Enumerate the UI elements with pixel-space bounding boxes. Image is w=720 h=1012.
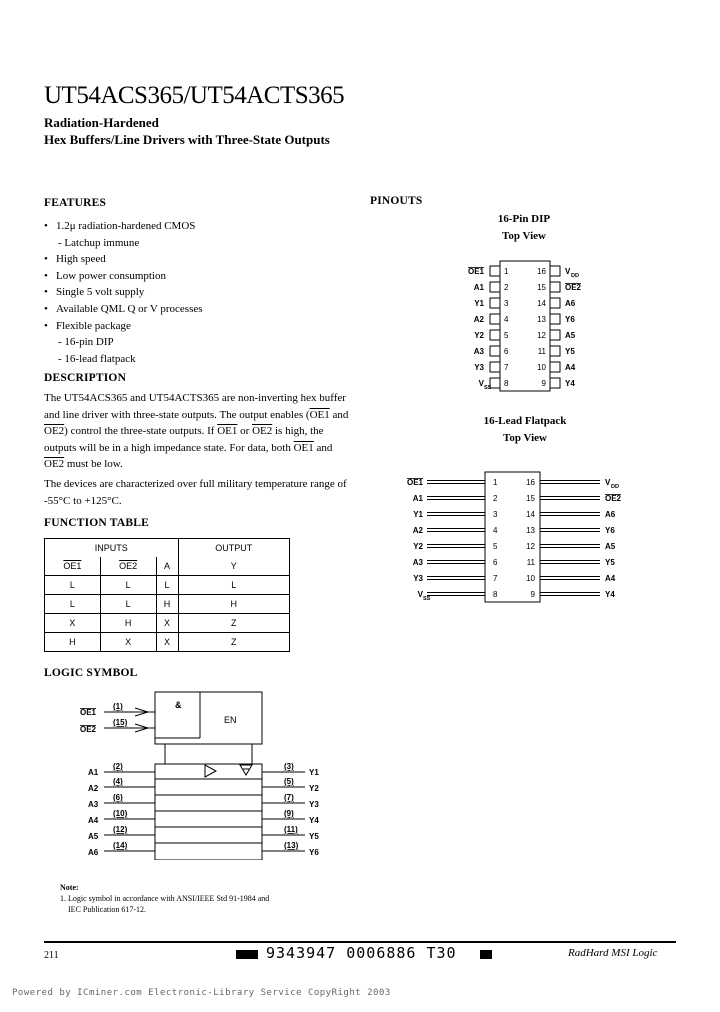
pin-number: 6 xyxy=(493,558,498,567)
flatpack-package-diagram xyxy=(395,468,635,610)
pin-label: A4 xyxy=(565,363,576,372)
pin-lead xyxy=(550,330,560,340)
output-pin: (3) xyxy=(284,762,294,771)
input-label: A3 xyxy=(88,800,99,809)
pin-label: Y1 xyxy=(413,510,423,519)
pin-number: 7 xyxy=(504,363,509,372)
buffer-triangle-symbol xyxy=(205,765,216,777)
feature-item: • Single 5 volt supply xyxy=(44,284,344,301)
footer-rule xyxy=(44,941,676,943)
pin-number: 15 xyxy=(526,494,535,503)
note-heading: Note: xyxy=(60,883,79,892)
output-label: Y3 xyxy=(309,800,319,809)
features-list xyxy=(44,218,344,367)
page-title: UT54ACS365/UT54ACTS365 xyxy=(44,82,345,109)
barcode-text: 9343947 0006886 T30 xyxy=(266,944,457,962)
pin-label: Y3 xyxy=(413,574,423,583)
dip-subtitle: Top View xyxy=(502,230,546,242)
input-label: A4 xyxy=(88,816,99,825)
pin-label: OE2 xyxy=(565,283,582,292)
subtitle-hex-buffers: Hex Buffers/Line Drivers with Three-State Outputs xyxy=(44,132,330,147)
feature-item: • High speed xyxy=(44,251,344,268)
pin-lead xyxy=(490,362,500,372)
flatpack-title: 16-Lead Flatpack xyxy=(483,415,567,427)
table-cell: Z xyxy=(178,633,289,652)
buffer-block xyxy=(155,764,262,860)
pin-label: Y4 xyxy=(565,379,575,388)
pin-number: 8 xyxy=(493,590,498,599)
output-pin: (13) xyxy=(284,841,299,850)
pin-number: 12 xyxy=(537,331,546,340)
subtitle-radiation-hardened: Radiation-Hardened xyxy=(44,115,159,130)
output-pin: (9) xyxy=(284,809,294,818)
logic-symbol-heading: LOGIC SYMBOL xyxy=(44,667,138,679)
pin-label: A4 xyxy=(605,574,616,583)
note-line-2: IEC Publication 617-12. xyxy=(68,905,146,914)
pin-label: Y4 xyxy=(605,590,615,599)
column-header: OE1 xyxy=(63,561,82,571)
table-row xyxy=(45,614,290,633)
pin-number: 5 xyxy=(504,331,509,340)
output-label: Y6 xyxy=(309,848,319,857)
table-row xyxy=(45,576,290,595)
oe2-label: OE2 xyxy=(80,725,97,734)
pinouts-heading: PINOUTS xyxy=(370,195,423,207)
feature-subitem: - Latchup immune xyxy=(44,235,344,252)
pin-label: Y5 xyxy=(565,347,575,356)
pin-label: A1 xyxy=(412,494,423,503)
table-cell: H xyxy=(100,614,156,633)
description-paragraph-1: The UT54ACS365 and UT54ACTS365 are non-inverting hex buffer and line driver with three-state outputs. The output enables (OE1 and OE2) control the three-state outputs. If OE1 or OE2 is high, the outputs will be in a high impedance state. For data, both OE1 and OE2 must be low. xyxy=(44,392,349,471)
table-cell: L xyxy=(45,576,101,595)
pin-subscript: SS xyxy=(484,385,492,391)
pin-subscript: DD xyxy=(571,273,579,279)
pin-lead xyxy=(550,362,560,372)
pin-label: A5 xyxy=(605,542,616,551)
pin-label: Y2 xyxy=(474,331,484,340)
pin-label: Y6 xyxy=(565,315,575,324)
pin-lead xyxy=(550,298,560,308)
input-label: A5 xyxy=(88,832,99,841)
description-paragraph-2: The devices are characterized over full military temperature range of -55°C to +125°C. xyxy=(44,478,347,507)
output-pin: (11) xyxy=(284,825,298,834)
pin-number: 4 xyxy=(504,315,509,324)
feature-subitem: - 16-lead flatpack xyxy=(44,351,344,368)
table-cell: H xyxy=(178,595,289,614)
feature-item: • Available QML Q or V processes xyxy=(44,301,344,318)
pin-subscript: SS xyxy=(423,596,431,602)
output-header: OUTPUT xyxy=(178,539,289,558)
pin-label: A3 xyxy=(473,347,484,356)
feature-item: • Flexible package xyxy=(44,318,344,335)
column-header: A xyxy=(156,557,178,576)
pin-label: A3 xyxy=(412,558,423,567)
pin-label: A5 xyxy=(565,331,576,340)
flatpack-subtitle: Top View xyxy=(503,432,547,444)
barcode-block-left xyxy=(236,950,258,959)
note-line-1: 1. Logic symbol in accordance with ANSI/IEEE Std 91-1984 and xyxy=(60,894,270,903)
pin-number: 9 xyxy=(530,590,535,599)
pin-label: V xyxy=(417,590,423,599)
logic-symbol-diagram xyxy=(0,680,360,860)
oe1-pin: (1) xyxy=(113,702,123,711)
table-cell: L xyxy=(156,576,178,595)
function-table-heading: FUNCTION TABLE xyxy=(44,517,149,529)
pin-label: Y6 xyxy=(605,526,615,535)
table-cell: H xyxy=(45,633,101,652)
pin-number: 8 xyxy=(504,379,509,388)
description-heading: DESCRIPTION xyxy=(44,372,127,384)
pin-label: OE2 xyxy=(605,494,622,503)
pin-label: Y3 xyxy=(474,363,484,372)
output-label: Y4 xyxy=(309,816,319,825)
pin-number: 11 xyxy=(526,558,535,567)
page-number: 211 xyxy=(44,950,59,961)
features-heading: FEATURES xyxy=(44,197,107,209)
pin-number: 5 xyxy=(493,542,498,551)
pin-number: 2 xyxy=(504,283,509,292)
pin-lead xyxy=(490,330,500,340)
pin-label: OE1 xyxy=(406,478,423,487)
barcode-block-right xyxy=(480,950,492,959)
column-header: OE2 xyxy=(119,561,138,571)
input-pin: (10) xyxy=(113,809,128,818)
output-label: Y2 xyxy=(309,784,319,793)
en-label: EN xyxy=(224,715,237,725)
pin-number: 14 xyxy=(537,299,546,308)
pin-number: 16 xyxy=(526,478,535,487)
control-block xyxy=(155,692,262,744)
pin-number: 15 xyxy=(537,283,546,292)
pin-lead xyxy=(550,266,560,276)
table-cell: X xyxy=(45,614,101,633)
pin-number: 10 xyxy=(537,363,546,372)
pin-number: 6 xyxy=(504,347,509,356)
pin-label: V xyxy=(565,267,571,276)
pin-lead xyxy=(550,378,560,388)
input-pin: (4) xyxy=(113,777,123,786)
input-label: A1 xyxy=(88,768,99,777)
pin-label: Y5 xyxy=(605,558,615,567)
pin-number: 1 xyxy=(493,478,498,487)
feature-item: • 1.2μ radiation-hardened CMOS xyxy=(44,218,344,235)
input-pin: (2) xyxy=(113,762,123,771)
pin-number: 2 xyxy=(493,494,498,503)
table-cell: L xyxy=(100,576,156,595)
output-label: Y5 xyxy=(309,832,319,841)
pin-lead xyxy=(550,314,560,324)
pin-number: 11 xyxy=(537,347,546,356)
input-pin: (6) xyxy=(113,793,123,802)
input-label: A6 xyxy=(88,848,99,857)
pin-number: 3 xyxy=(493,510,498,519)
pin-number: 7 xyxy=(493,574,498,583)
pin-lead xyxy=(490,378,500,388)
table-cell: H xyxy=(156,595,178,614)
pin-number: 10 xyxy=(526,574,535,583)
pin-lead xyxy=(550,282,560,292)
pin-lead xyxy=(550,346,560,356)
table-cell: L xyxy=(45,595,101,614)
table-row xyxy=(45,633,290,652)
pin-lead xyxy=(490,266,500,276)
pin-number: 16 xyxy=(537,267,546,276)
feature-item: • Low power consumption xyxy=(44,268,344,285)
table-cell: X xyxy=(156,633,178,652)
oe1-label: OE1 xyxy=(80,708,97,717)
pin-lead xyxy=(490,298,500,308)
and-symbol: & xyxy=(175,700,182,710)
output-pin: (7) xyxy=(284,793,294,802)
pin-label: OE1 xyxy=(467,267,484,276)
table-cell: Z xyxy=(178,614,289,633)
inputs-header: INPUTS xyxy=(45,539,179,558)
dip-title: 16-Pin DIP xyxy=(497,213,551,225)
pin-label: A1 xyxy=(473,283,484,292)
pin-number: 13 xyxy=(537,315,546,324)
pin-number: 3 xyxy=(504,299,509,308)
function-table xyxy=(44,538,290,652)
pin-lead xyxy=(490,282,500,292)
input-pin: (12) xyxy=(113,825,128,834)
section-label: RadHard MSI Logic xyxy=(568,947,658,959)
pin-number: 1 xyxy=(504,267,509,276)
pin-number: 9 xyxy=(541,379,546,388)
output-label: Y1 xyxy=(309,768,319,777)
pin-lead xyxy=(490,314,500,324)
pin-label: Y1 xyxy=(474,299,484,308)
feature-subitem: - 16-pin DIP xyxy=(44,334,344,351)
table-row xyxy=(45,595,290,614)
pin-label: V xyxy=(478,379,484,388)
three-state-output-symbol xyxy=(240,765,252,775)
pin-label: A2 xyxy=(412,526,423,535)
oe2-pin: (15) xyxy=(113,718,128,727)
pin-number: 14 xyxy=(526,510,535,519)
table-cell: L xyxy=(178,576,289,595)
pin-number: 13 xyxy=(526,526,535,535)
pin-label: V xyxy=(605,478,611,487)
pin-subscript: DD xyxy=(611,484,619,490)
pin-number: 4 xyxy=(493,526,498,535)
pin-label: A6 xyxy=(605,510,616,519)
column-header: Y xyxy=(178,557,289,576)
dip-package-diagram xyxy=(450,258,610,398)
pin-lead xyxy=(490,346,500,356)
pin-label: Y2 xyxy=(413,542,423,551)
powered-by: Powered by ICminer.com Electronic-Library Service CopyRight 2003 xyxy=(12,988,391,998)
pin-label: A2 xyxy=(473,315,484,324)
output-pin: (5) xyxy=(284,777,294,786)
input-label: A2 xyxy=(88,784,99,793)
table-cell: L xyxy=(100,595,156,614)
pin-label: A6 xyxy=(565,299,576,308)
table-cell: X xyxy=(156,614,178,633)
table-cell: X xyxy=(100,633,156,652)
input-pin: (14) xyxy=(113,841,128,850)
pin-number: 12 xyxy=(526,542,535,551)
